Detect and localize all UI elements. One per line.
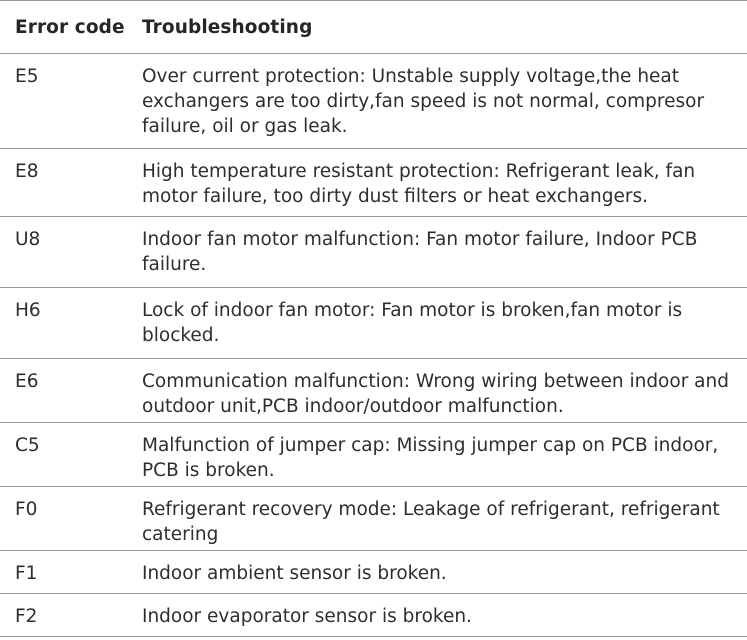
troubleshooting-cell: Malfunction of jumper cap: Missing jumper cap on PCB indoor, PCB is broken. [142, 435, 719, 481]
table-row [0, 54, 747, 149]
table-row [0, 487, 747, 551]
troubleshooting-cell: Indoor fan motor malfunction: Fan motor failure, Indoor PCB failure. [142, 229, 698, 275]
table-row [0, 423, 747, 487]
table-row [0, 359, 747, 423]
table-row [0, 551, 747, 594]
table-header [0, 0, 747, 54]
troubleshooting-cell: High temperature resistant protection: Refrigerant leak, fan motor failure, too dirty dust filters or heat exchangers. [142, 161, 696, 207]
troubleshooting-cell: Refrigerant recovery mode: Leakage of refrigerant, refrigerant catering [142, 499, 720, 545]
table-row [0, 594, 747, 637]
error-code-cell: H6 [15, 300, 41, 321]
troubleshooting-cell: Indoor ambient sensor is broken. [142, 563, 447, 584]
header-troubleshooting: Troubleshooting [142, 16, 313, 38]
error-code-cell: C5 [15, 435, 40, 456]
error-code-cell: F0 [15, 499, 38, 520]
error-code-cell: E6 [15, 371, 39, 392]
error-code-cell: U8 [15, 229, 41, 250]
table-row [0, 149, 747, 217]
error-code-cell: E5 [15, 66, 39, 87]
table-row [0, 288, 747, 359]
table-row [0, 217, 747, 288]
header-error-code: Error code [15, 16, 125, 38]
error-code-cell: F1 [15, 563, 38, 584]
troubleshooting-cell: Over current protection: Unstable supply voltage,the heat exchangers are too dirty,fan speed is not normal, compresor failure, oil or gas leak. [142, 66, 705, 137]
error-code-cell: F2 [15, 606, 38, 627]
error-code-cell: E8 [15, 161, 39, 182]
troubleshooting-cell: Lock of indoor fan motor: Fan motor is broken,fan motor is blocked. [142, 300, 683, 346]
troubleshooting-cell: Indoor evaporator sensor is broken. [142, 606, 472, 627]
troubleshooting-cell: Communication malfunction: Wrong wiring between indoor and outdoor unit,PCB indoor/outdoor malfunction. [142, 371, 729, 417]
